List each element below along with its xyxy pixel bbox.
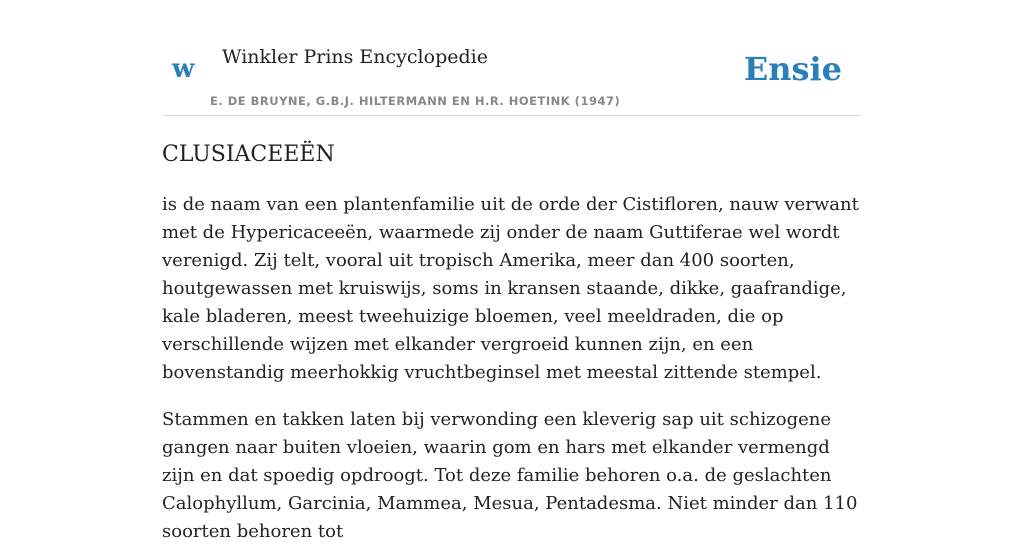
ensie-brand-logo[interactable]: Ensie — [743, 50, 842, 88]
entry-paragraph: is de naam van een plantenfamilie uit de orde der Cistifloren, nauw verwant met de Hypericaceeën, waarmede zij onder de naam Guttiferae wel wordt verenigd. Zij telt, vooral uit tropisch Amerika, meer dan 400 soorten, houtgewassen met kruiswijs, soms in kransen staande, dikke, gaafrandige, kale bladeren, meest tweehuizige bloemen, veel meeldraden, die op verschillende wijzen met elkander vergroeid kunnen zijn, en een bovenstandig meerhokkig vruchtbeginsel met meestal zittende stempel. — [162, 194, 859, 383]
entry-title: CLUSIACEEËN — [162, 142, 335, 167]
authors-line: E. DE BRUYNE, G.B.J. HILTERMANN EN H.R. HOETINK (1947) — [210, 94, 621, 108]
entry-content — [162, 138, 862, 546]
entry-paragraph: Stammen en takken laten bij verwonding een kleverig sap uit schizogene gangen naar buiten vloeien, waarin gom en hars met elkander vermengd zijn en dat spoedig opdroogt. Tot deze familie behoren o.a. de geslachten Calophyllum, Garcinia, Mammea, Mesua, Pentadesma. Niet minder dan 110 soorten behoren tot — [162, 409, 858, 542]
winkler-prins-logo[interactable]: w — [172, 54, 195, 84]
encyclopedia-title-link[interactable]: Winkler Prins Encyclopedie — [222, 46, 488, 68]
site-header — [162, 40, 862, 116]
